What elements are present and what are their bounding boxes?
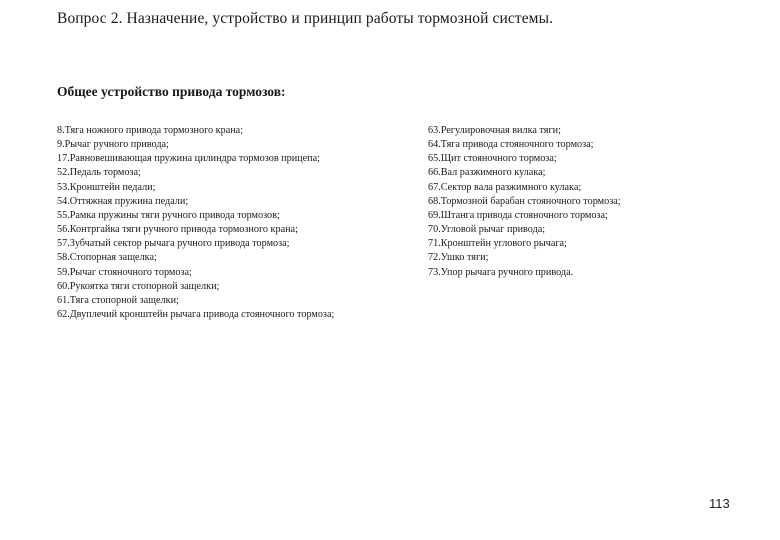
list-item: 60.Рукоятка тяги стопорной защелки; [57,280,220,292]
list-item: 70.Угловой рычаг привода; [428,224,546,236]
list-item: 61.Тяга стопорной защелки; [57,294,179,306]
list-item: 73.Упор рычага ручного привода. [428,266,574,278]
list-item: 8.Тяга ножного привода тормозного крана; [57,125,244,136]
list-item: 72.Ушко тяги; [428,252,489,264]
list-item: 9.Рычаг ручного привода; [57,139,169,151]
list-item: 66.Вал разжимного кулака; [428,167,546,179]
list-item: 57.Зубчатый сектор рычага ручного привода тормоза; [57,238,290,250]
list-item: 56.Контргайка тяги ручного привода тормозного крана; [57,224,298,236]
page-number: 113 [709,496,730,511]
list-item: 69.Штанга привода стояночного тормоза; [428,209,608,221]
list-item: 55.Рамка пружины тяги ручного привода тормозов; [57,209,280,221]
parts-list-left [57,124,334,322]
list-item: 67.Сектор вала разжимного кулака; [428,181,582,193]
list-item: 64.Тяга привода стояночного тормоза; [428,139,594,151]
list-item: 65.Щит стояночного тормоза; [428,153,557,165]
list-item: 52.Педаль тормоза; [57,167,141,179]
parts-list-right [428,124,621,280]
list-item: 58.Стопорная защелка; [57,252,157,264]
list-item: 54.Оттяжная пружина педали; [57,195,189,207]
page-title: Вопрос 2. Назначение, устройство и принцип работы тормозной системы. [57,10,554,27]
list-item: 63.Регулировочная вилка тяги; [428,125,561,136]
list-item: 68.Тормозной барабан стояночного тормоза; [428,195,621,207]
list-item: 53.Кронштейн педали; [57,181,156,193]
list-item: 71.Кронштейн углового рычага; [428,238,567,250]
list-item: 59.Рычаг стояночного тормоза; [57,266,192,278]
list-item: 17.Равновешивающая пружина цилиндра тормозов прицепа; [57,153,320,165]
list-item: 62.Двуплечий кронштейн рычага привода стояночного тормоза; [57,309,335,321]
section-subtitle: Общее устройство привода тормозов: [57,84,286,99]
